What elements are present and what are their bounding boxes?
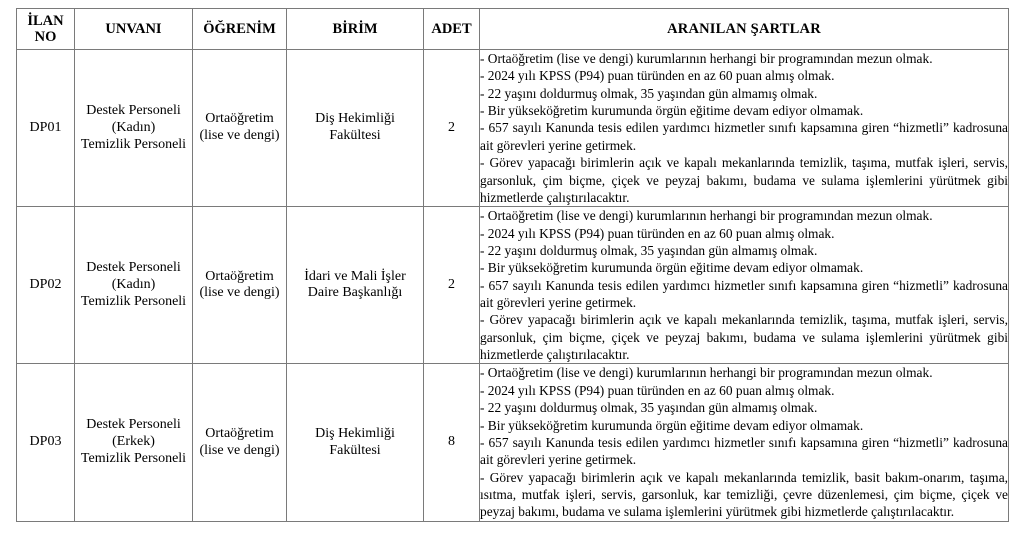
cell-birim-line2: Daire Başkanlığı	[307, 285, 403, 301]
cell-birim-line1: Diş Hekimliği	[315, 425, 395, 441]
conditions-list	[480, 50, 1008, 206]
table-header	[17, 9, 1009, 50]
cell-birim	[287, 50, 424, 207]
cell-unvani-line1: Destek Personeli	[86, 102, 181, 118]
table-row	[17, 364, 1009, 521]
column-header-unvani: UNVANI	[75, 9, 193, 50]
cell-unvani-line2: (Kadın)	[111, 119, 156, 135]
condition-item: - Bir yükseköğretim kurumunda örgün eğitime devam ediyor olmamak.	[480, 260, 864, 276]
cell-ilan-no: DP03	[17, 364, 75, 521]
cell-birim-line2: Fakültesi	[329, 128, 381, 144]
conditions-list	[480, 364, 1008, 520]
cell-ogrenim-line2: (lise ve dengi)	[199, 285, 280, 301]
table-row	[17, 207, 1009, 364]
cell-unvani-line3: Temizlik Personeli	[80, 136, 187, 152]
condition-item: - Ortaöğretim (lise ve dengi) kurumlarının herhangi bir programından mezun olmak.	[480, 365, 933, 381]
cell-ogrenim	[193, 207, 287, 364]
column-header-ilan-no-line2: NO	[34, 29, 57, 45]
column-header-aranilan-sartlar: ARANILAN ŞARTLAR	[480, 9, 1009, 50]
condition-item: - Ortaöğretim (lise ve dengi) kurumlarının herhangi bir programından mezun olmak.	[480, 51, 933, 66]
condition-item: - Görev yapacağı birimlerin açık ve kapalı mekanlarında temizlik, basit bakım-onarım, taşıma, ısıtma, mutfak işleri, servis, garsonluk, kar temizliği, çevre düzenlemesi, çim biçme, çiçek ve peyzaj bakımı, budama ve sulama işlemlerini yürütmek gibi hizmetlerde çalıştırılacaktır.	[480, 469, 1008, 520]
condition-item: - 22 yaşını doldurmuş olmak, 35 yaşından gün almamış olmak.	[480, 242, 818, 258]
cell-aranilan-sartlar	[480, 364, 1009, 521]
condition-item: - 2024 yılı KPSS (P94) puan türünden en az 60 puan almış olmak.	[480, 225, 835, 241]
cell-birim-line2: Fakültesi	[329, 442, 381, 458]
condition-item: - 22 yaşını doldurmuş olmak, 35 yaşından gün almamış olmak.	[480, 85, 818, 101]
condition-item: - 2024 yılı KPSS (P94) puan türünden en az 60 puan almış olmak.	[480, 68, 835, 84]
cell-unvani-line2: (Erkek)	[112, 434, 155, 450]
cell-unvani-line1: Destek Personeli	[86, 417, 181, 433]
cell-birim-line1: İdari ve Mali İşler	[304, 268, 406, 284]
cell-ogrenim	[193, 50, 287, 207]
cell-birim	[287, 207, 424, 364]
condition-item: - 657 sayılı Kanunda tesis edilen yardımcı hizmetler sınıfı kapsamına giren “hizmetli” kadrosuna ait görevleri yerine getirmek.	[480, 120, 1008, 153]
table-header-row	[17, 9, 1009, 50]
cell-unvani-line2: (Kadın)	[111, 276, 156, 292]
condition-item: - 2024 yılı KPSS (P94) puan türünden en az 60 puan almış olmak.	[480, 382, 835, 398]
cell-unvani-line3: Temizlik Personeli	[80, 450, 187, 466]
cell-birim	[287, 364, 424, 521]
cell-ogrenim	[193, 364, 287, 521]
cell-birim-line1: Diş Hekimliği	[315, 111, 395, 127]
personnel-announcement-table	[16, 8, 1009, 522]
cell-aranilan-sartlar	[480, 207, 1009, 364]
cell-adet: 2	[424, 50, 480, 207]
cell-ilan-no: DP02	[17, 207, 75, 364]
cell-ogrenim-line1: Ortaöğretim	[205, 425, 274, 441]
conditions-list	[480, 207, 1008, 363]
cell-unvani-line3: Temizlik Personeli	[80, 293, 187, 309]
cell-ogrenim-line2: (lise ve dengi)	[199, 442, 280, 458]
cell-unvani	[75, 50, 193, 207]
column-header-ilan-no	[17, 9, 75, 50]
cell-ilan-no: DP01	[17, 50, 75, 207]
cell-adet: 8	[424, 364, 480, 521]
cell-adet: 2	[424, 207, 480, 364]
column-header-ilan-no-line1: İLAN	[27, 12, 64, 29]
cell-ogrenim-line2: (lise ve dengi)	[199, 128, 280, 144]
column-header-adet: ADET	[424, 9, 480, 50]
column-header-birim: BİRİM	[287, 9, 424, 50]
condition-item: - Bir yükseköğretim kurumunda örgün eğitime devam ediyor olmamak.	[480, 103, 864, 119]
column-header-ogrenim: ÖĞRENİM	[193, 9, 287, 50]
condition-item: - Görev yapacağı birimlerin açık ve kapalı mekanlarında temizlik, taşıma, mutfak işleri, servis, garsonluk, çim biçme, çiçek ve peyzaj bakımı, budama ve sulama işlemlerini yürütmek gibi hizmetlerde çalıştırılacaktır.	[480, 312, 1008, 363]
cell-unvani	[75, 364, 193, 521]
condition-item: - Görev yapacağı birimlerin açık ve kapalı mekanlarında temizlik, taşıma, mutfak işleri, servis, garsonluk, çim biçme, çiçek ve peyzaj bakımı, budama ve sulama işlemlerini yürütmek gibi hizmetlerde çalıştırılacaktır.	[480, 155, 1008, 205]
cell-unvani	[75, 207, 193, 364]
condition-item: - 657 sayılı Kanunda tesis edilen yardımcı hizmetler sınıfı kapsamına giren “hizmetli” kadrosuna ait görevleri yerine getirmek.	[480, 434, 1008, 468]
cell-unvani-line1: Destek Personeli	[86, 260, 181, 276]
cell-aranilan-sartlar	[480, 50, 1009, 207]
condition-item: - 22 yaşını doldurmuş olmak, 35 yaşından gün almamış olmak.	[480, 400, 818, 416]
table-row	[17, 50, 1009, 207]
cell-ogrenim-line1: Ortaöğretim	[205, 111, 274, 127]
condition-item: - 657 sayılı Kanunda tesis edilen yardımcı hizmetler sınıfı kapsamına giren “hizmetli” kadrosuna ait görevleri yerine getirmek.	[480, 277, 1008, 311]
condition-item: - Ortaöğretim (lise ve dengi) kurumlarının herhangi bir programından mezun olmak.	[480, 208, 933, 224]
table-body	[17, 50, 1009, 522]
cell-ogrenim-line1: Ortaöğretim	[205, 268, 274, 284]
condition-item: - Bir yükseköğretim kurumunda örgün eğitime devam ediyor olmamak.	[480, 417, 864, 433]
